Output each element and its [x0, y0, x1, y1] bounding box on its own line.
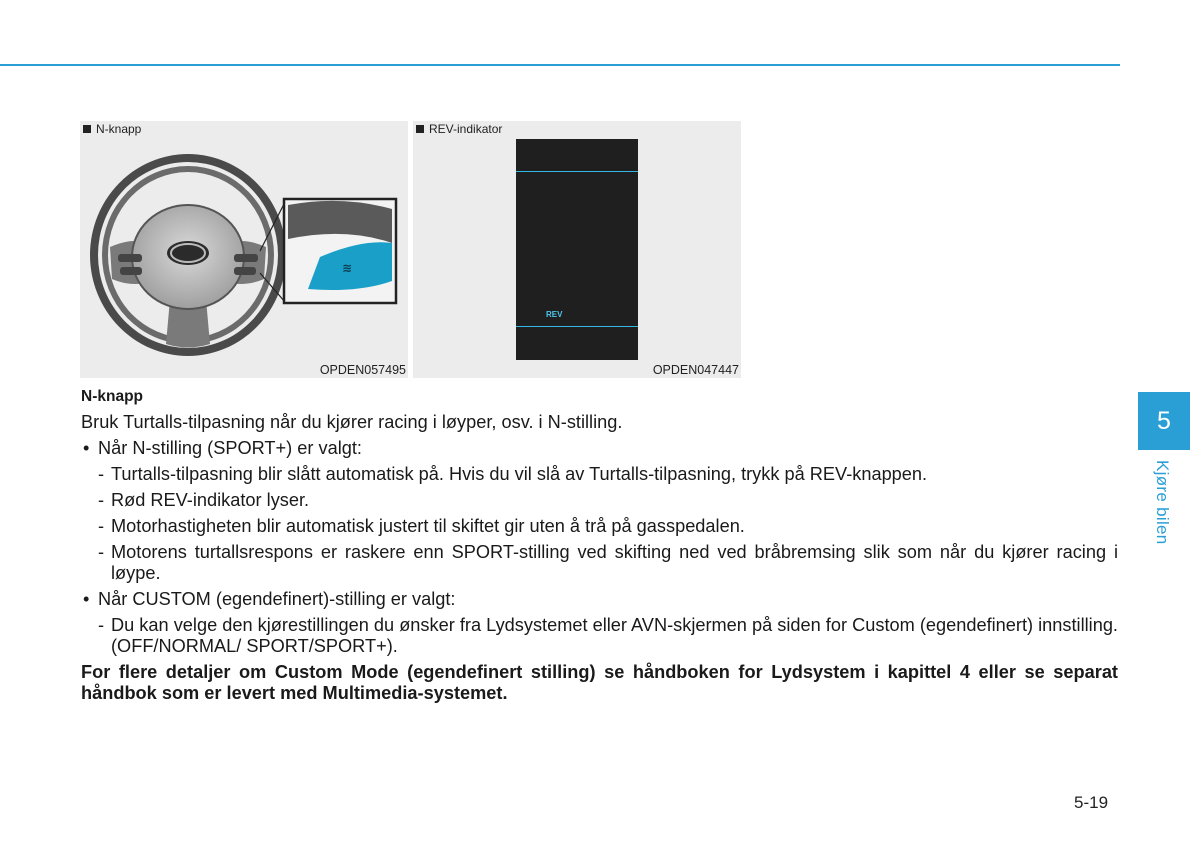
intro-paragraph: Bruk Turtalls-tilpasning når du kjører racing i løyper, osv. i N-stilling. — [81, 412, 623, 432]
steering-wheel-icon — [80, 139, 408, 360]
rev-display-text: REV — [546, 310, 563, 319]
bullet-item: • Når CUSTOM (egendefinert)-stilling er valgt: — [83, 589, 456, 609]
header-rule — [0, 64, 1120, 66]
figure-rev-indicator — [413, 121, 741, 378]
chapter-title: Kjøre bilen — [1153, 460, 1172, 545]
figure-n-button — [80, 121, 408, 378]
caption-square-icon — [416, 125, 424, 133]
sub-item: - Motorhastigheten blir automatisk justert til skiftet gir uten å trå på gasspedalen. — [98, 516, 745, 536]
figure-code: OPDEN047447 — [652, 363, 739, 377]
figure-caption: REV-indikator — [416, 122, 502, 136]
rev-display-panel — [516, 139, 638, 360]
sub-item: - Motorens turtallsrespons er raskere enn SPORT-stilling ved skifting ned ved bråbremsing slik som når du kjører racing i løype. — [98, 542, 1118, 583]
rev-display-line — [516, 171, 638, 172]
rev-display-line — [516, 326, 638, 327]
section-heading: N-knapp — [81, 388, 143, 405]
note-paragraph: For flere detaljer om Custom Mode (egendefinert stilling) se håndboken for Lydsystem i kapittel 4 eller se separat håndbok som er levert med Multimedia-systemet. — [81, 662, 1118, 703]
sub-item: - Du kan velge den kjørestillingen du ønsker fra Lydsystemet eller AVN-skjermen på siden for Custom (egendefinert) innstilling. (OFF/NORMAL/ SPORT/SPORT+). — [98, 615, 1118, 656]
page-number: 5-19 — [1074, 793, 1109, 812]
chapter-tab: 5 — [1138, 392, 1190, 450]
bullet-item: • Når N-stilling (SPORT+) er valgt: — [83, 438, 362, 458]
sub-item: - Rød REV-indikator lyser. — [98, 490, 310, 510]
svg-text:≋: ≋ — [342, 261, 353, 275]
figure-caption: N-knapp — [83, 122, 141, 136]
section-content — [81, 386, 1118, 704]
caption-square-icon — [83, 125, 91, 133]
sub-item: - Turtalls-tilpasning blir slått automatisk på. Hvis du vil slå av Turtalls-tilpasning, trykk på REV-knappen. — [98, 464, 928, 484]
figure-code: OPDEN057495 — [319, 363, 406, 377]
